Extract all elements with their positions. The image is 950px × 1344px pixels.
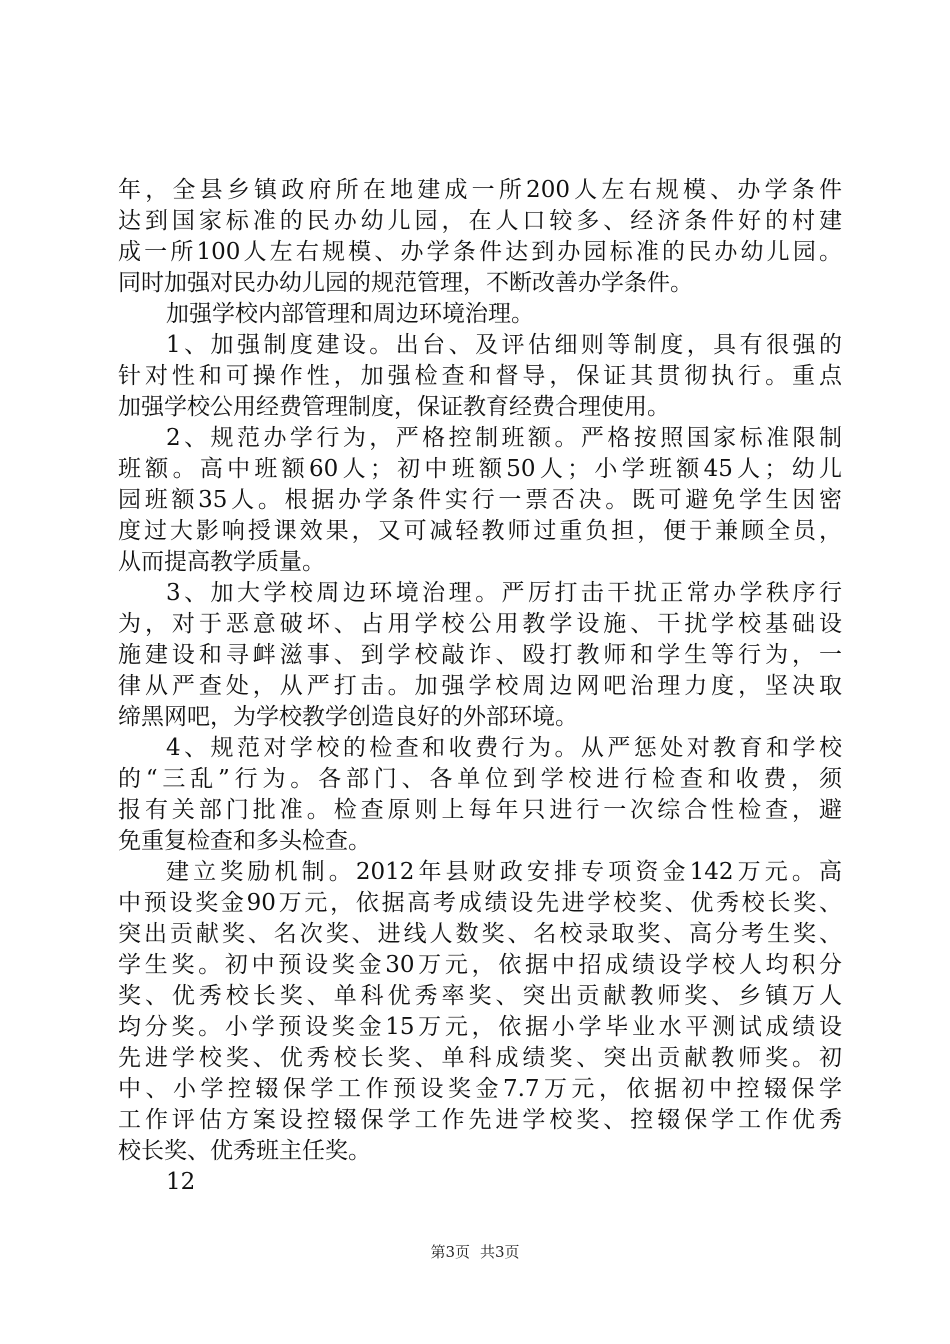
text-line: 缔黑网吧，为学校教学创造良好的外部环境。 — [118, 704, 578, 730]
text-line: 为，对于恶意破坏、占用学校公用教学设施、干扰学校基础设 — [118, 611, 842, 637]
trailing-number: 12 — [166, 1169, 196, 1195]
text-line: 施建设和寻衅滋事、到学校敲诈、殴打教师和学生等行为，一 — [118, 642, 842, 668]
text-line: 免重复检查和多头检查。 — [118, 828, 371, 854]
text-line: 园班额35人。根据办学条件实行一票否决。既可避免学生因密 — [118, 487, 842, 513]
text-line: 从而提高教学质量。 — [118, 549, 325, 575]
text-line: 度过大影响授课效果，又可减轻教师过重负担，便于兼顾全员， — [118, 518, 842, 544]
text-line: 2、规范办学行为，严格控制班额。严格按照国家标准限制 — [166, 425, 842, 451]
text-line: 报有关部门批准。检查原则上每年只进行一次综合性检查，避 — [118, 797, 842, 823]
text-line: 加强学校公用经费管理制度，保证教育经费合理使用。 — [118, 394, 670, 420]
text-line: 校长奖、优秀班主任奖。 — [118, 1138, 371, 1164]
text-line: 突出贡献奖、名次奖、进线人数奖、名校录取奖、高分考生奖、 — [118, 921, 842, 947]
page-total: 共3页 — [480, 1243, 520, 1261]
page-number: 第3页 — [430, 1243, 470, 1261]
page-footer — [0, 1242, 950, 1262]
text-line: 学生奖。初中预设奖金30万元，依据中招成绩设学校人均积分 — [118, 952, 842, 978]
text-line: 律从严查处，从严打击。加强学校周边网吧治理力度，坚决取 — [118, 673, 842, 699]
text-line: 中预设奖金90万元，依据高考成绩设先进学校奖、优秀校长奖、 — [118, 890, 842, 916]
text-line: 年，全县乡镇政府所在地建成一所200人左右规模、办学条件 — [118, 177, 842, 203]
text-line: 针对性和可操作性，加强检查和督导，保证其贯彻执行。重点 — [118, 363, 842, 389]
text-line: 建立奖励机制。2012年县财政安排专项资金142万元。高 — [166, 859, 842, 885]
text-line: 成一所100人左右规模、办学条件达到办园标准的民办幼儿园。 — [118, 239, 842, 265]
text-line: 1、加强制度建设。出台、及评估细则等制度，具有很强的 — [166, 332, 842, 358]
text-line: 达到国家标准的民办幼儿园，在人口较多、经济条件好的村建 — [118, 208, 842, 234]
document-body — [118, 175, 842, 1198]
text-line: 同时加强对民办幼儿园的规范管理，不断改善办学条件。 — [118, 270, 693, 296]
text-line: 的“三乱”行为。各部门、各单位到学校进行检查和收费，须 — [118, 766, 842, 792]
text-line: 奖、优秀校长奖、单科优秀率奖、突出贡献教师奖、乡镇万人 — [118, 983, 842, 1009]
text-line: 中、小学控辍保学工作预设奖金7.7万元，依据初中控辍保学 — [118, 1076, 842, 1102]
text-line: 先进学校奖、优秀校长奖、单科成绩奖、突出贡献教师奖。初 — [118, 1045, 842, 1071]
text-line: 均分奖。小学预设奖金15万元，依据小学毕业水平测试成绩设 — [118, 1014, 842, 1040]
text-line: 班额。高中班额60人；初中班额50人；小学班额45人；幼儿 — [118, 456, 842, 482]
text-line: 3、加大学校周边环境治理。严厉打击干扰正常办学秩序行 — [166, 580, 842, 606]
text-line: 工作评估方案设控辍保学工作先进学校奖、控辍保学工作优秀 — [118, 1107, 842, 1133]
section-heading: 加强学校内部管理和周边环境治理。 — [166, 301, 534, 327]
text-line: 4、规范对学校的检查和收费行为。从严惩处对教育和学校 — [166, 735, 842, 761]
